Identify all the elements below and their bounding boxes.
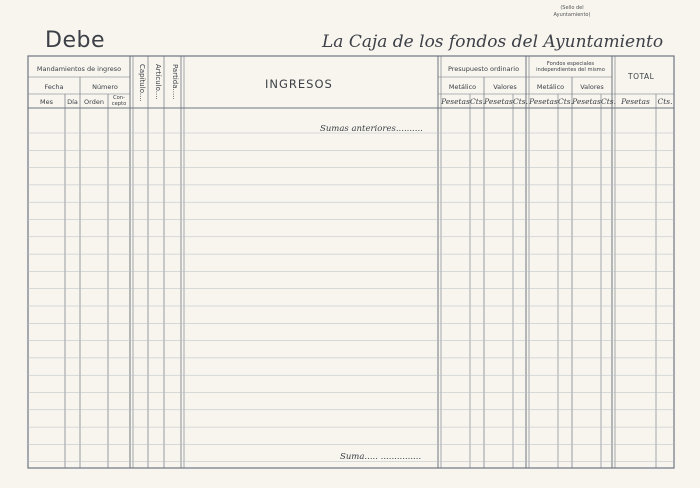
seal-text-line1: (Sello del bbox=[560, 5, 584, 11]
header-cts-1: Cts. bbox=[470, 97, 485, 106]
page-title-debe: Debe bbox=[45, 28, 105, 53]
header-mes: Mes bbox=[40, 98, 53, 106]
suma-row: Suma..... ............... bbox=[340, 452, 422, 462]
header-metalico-1: Metálico bbox=[448, 83, 477, 91]
page-title-caja: La Caja de los fondos del Ayuntamiento bbox=[322, 32, 664, 52]
table-frame bbox=[28, 56, 674, 468]
header-total: TOTAL bbox=[628, 72, 655, 81]
header-pesetas-3: Pesetas bbox=[529, 97, 558, 106]
seal-text-line2: Ayuntamiento) bbox=[553, 12, 591, 18]
header-pesetas-total: Pesetas bbox=[621, 97, 650, 106]
row-lines bbox=[28, 133, 674, 462]
header-pesetas-2: Pesetas bbox=[484, 97, 513, 106]
header-cts-4: Cts. bbox=[601, 97, 616, 106]
header-fondos-line1: Fondos especiales bbox=[546, 61, 595, 67]
header-dia: Día bbox=[67, 98, 78, 106]
header-metalico-2: Metálico bbox=[536, 83, 565, 91]
header-pesetas-1: Pesetas bbox=[441, 97, 470, 106]
header-orden: Orden bbox=[84, 98, 104, 106]
header-valores-1: Valores bbox=[493, 83, 517, 91]
header-concepto-line1: Con- bbox=[113, 95, 125, 101]
header-partida: Partida..... bbox=[171, 64, 179, 100]
header-fondos bbox=[529, 61, 612, 73]
header-cts-total: Cts. bbox=[657, 97, 673, 106]
header-cts-2: Cts. bbox=[513, 97, 528, 106]
header-presupuesto: Presupuesto ordinario bbox=[447, 65, 520, 73]
header-fecha: Fecha bbox=[44, 83, 64, 91]
header-mandamientos: Mandamientos de ingreso bbox=[36, 65, 122, 73]
header-articulo: Artículo.... bbox=[154, 64, 162, 100]
header-cts-3: Cts. bbox=[558, 97, 573, 106]
header-numero: Número bbox=[92, 83, 118, 91]
header-pesetas-4: Pesetas bbox=[572, 97, 601, 106]
header-concepto-line2: cepto bbox=[111, 101, 127, 107]
header-fondos-line2: independientes del mismo bbox=[536, 67, 605, 73]
header-concepto bbox=[108, 95, 130, 107]
sumas-anteriores: Sumas anteriores.......... bbox=[320, 124, 423, 134]
header-valores-2: Valores bbox=[580, 83, 604, 91]
header-capitulo: Capítulo.... bbox=[138, 64, 146, 102]
header-ingresos: INGRESOS bbox=[265, 77, 333, 91]
